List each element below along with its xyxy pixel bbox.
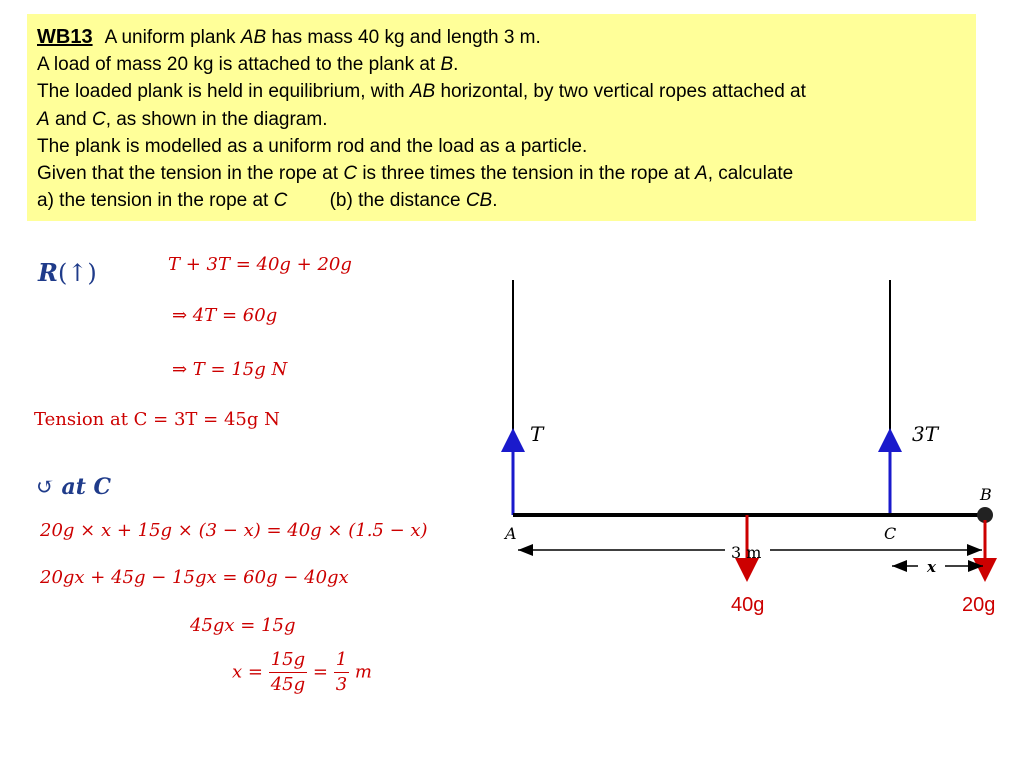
question-line-2: A load of mass 20 kg is attached to the plank at B. <box>37 54 459 76</box>
question-line-4: A and C, as shown in the diagram. <box>37 108 328 130</box>
equation-8: x = $\frac{15g}{45g}$ = $\frac{1}{3}$ m <box>232 649 372 695</box>
question-tag: WB13 <box>37 26 93 48</box>
label-3t: 3T <box>912 422 939 446</box>
resolve-heading: R(↑) <box>38 258 97 287</box>
equation-4: Tension at C = 3T = 45g N <box>34 409 280 430</box>
label-x: x <box>927 558 936 576</box>
equation-6: 20gx + 45g − 15gx = 60g − 40gx <box>40 567 349 588</box>
label-c: C <box>884 524 897 543</box>
equation-2: ⇒ 4T = 60g <box>172 305 278 326</box>
label-length: 3 m <box>731 543 762 562</box>
question-line-3: The loaded plank is held in equilibrium, with AB horizontal, by two vertical ropes attached at <box>37 81 806 103</box>
label-a: A <box>505 524 517 543</box>
equation-7: 45gx = 15g <box>190 615 296 636</box>
moment-heading: ↺ at C <box>36 474 112 500</box>
question-line-1: WB13 A uniform plank AB has mass 40 kg and length 3 m. <box>37 26 541 48</box>
question-line-5: The plank is modelled as a uniform rod and the load as a particle. <box>37 135 588 157</box>
label-b: B <box>980 485 992 504</box>
fraction-1-3: $\frac{1}{3}$ <box>335 649 348 695</box>
label-40g: 40g <box>731 594 765 616</box>
label-t: T <box>530 422 544 446</box>
equation-5: 20g × x + 15g × (3 − x) = 40g × (1.5 − x) <box>40 520 428 541</box>
equation-1: T + 3T = 40g + 20g <box>168 254 352 275</box>
question-line-6: Given that the tension in the rope at C is three times the tension in the rope at A, calculate <box>37 163 794 185</box>
question-line-7: a) the tension in the rope at C (b) the distance CB. <box>37 190 498 212</box>
label-20g: 20g <box>962 594 996 616</box>
equation-3: ⇒ T = 15g N <box>172 359 288 380</box>
fraction-15g-45g: $\frac{15g}{45g}$ <box>270 649 306 695</box>
